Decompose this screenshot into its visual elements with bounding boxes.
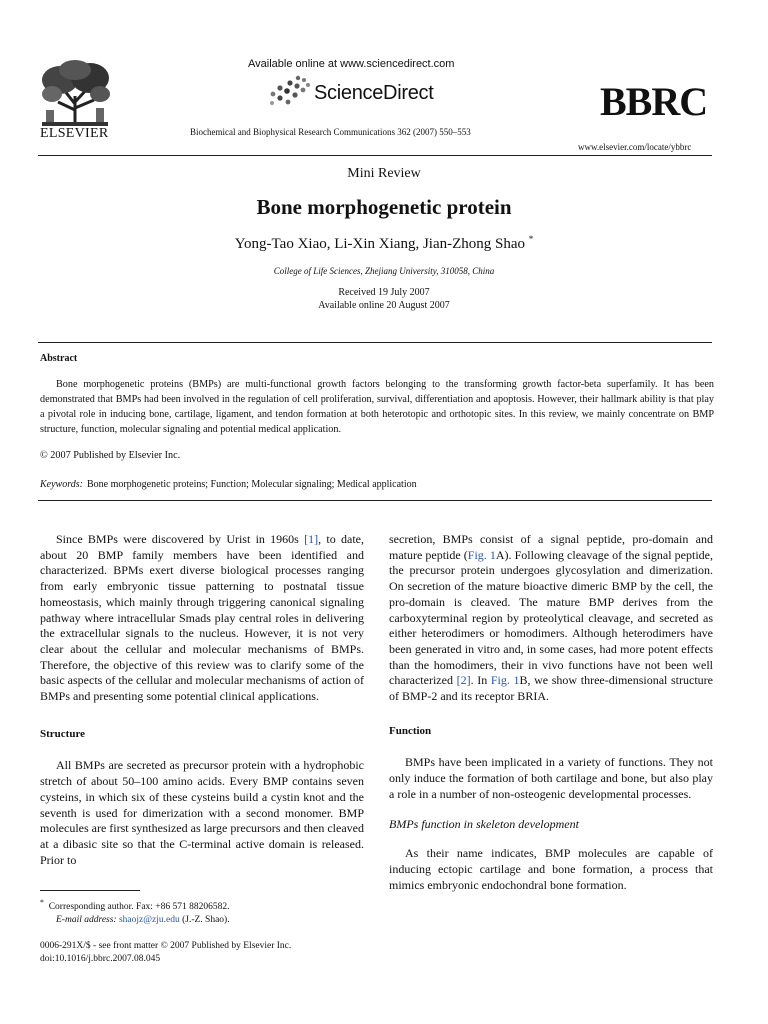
keywords-list: Bone morphogenetic proteins; Function; Molecular signaling; Medical application [86, 479, 417, 490]
reference-link-1[interactable]: [1] [304, 532, 319, 546]
email-suffix: (J.-Z. Shao). [182, 914, 230, 925]
footnote-corresponding [40, 897, 230, 914]
intro-paragraph [40, 532, 364, 705]
footnote-divider [40, 890, 140, 891]
skeleton-paragraph: As their name indicates, BMP molecules are capable of inducing ectopic cartilage and bone formation, a process that mimics embryonic endochondral bone formation. [389, 846, 713, 892]
reference-link-2[interactable]: [2] [456, 673, 471, 688]
left-column [40, 532, 364, 868]
journal-url[interactable]: www.elsevier.com/locate/ybbrc [578, 142, 692, 152]
figure-link-1b[interactable]: Fig. 1 [490, 673, 520, 688]
footnote-email-line [40, 914, 230, 927]
header-divider [38, 155, 712, 156]
abstract-paragraph: Bone morphogenetic proteins (BMPs) are multi-functional growth factors belonging to the transforming growth factor-beta superfamily. It has been demonstrated that BMPs had been involved in the regulation of cell proliferation, survival, differentiation and apoptosis. However, their hallmark ability is that play a pivotal role in inducing bone, cartilage, ligament, and tendon formation at both heterotopic and orthotopic sites. In this review, we mainly concentrate on BMP structure, function, molecular signaling and potential medical application. [40, 379, 714, 435]
abstract-heading: Abstract [40, 353, 78, 364]
available-online-text[interactable]: Available online at www.sciencedirect.com [248, 58, 455, 70]
sciencedirect-dots-logo [268, 74, 312, 108]
page-footer [40, 940, 291, 965]
sciencedirect-wordmark: ScienceDirect [314, 82, 434, 104]
journal-citation: Biochemical and Biophysical Research Communications 362 (2007) 550–553 [190, 127, 471, 137]
corresponding-author-mark[interactable]: * [528, 234, 534, 244]
affiliation: College of Life Sciences, Zhejiang University, 310058, China [273, 266, 495, 276]
doi-line[interactable]: doi:10.1016/j.bbrc.2007.08.045 [40, 953, 161, 964]
keywords [40, 479, 417, 490]
abstract-top-divider [38, 342, 712, 343]
right-text-b: A). Following cleavage of the signal peptide, the precursor protein undergoes glycosylation and dimerization. On secretion of the mature bioactive dimeric BMP by the cell, the pro-domain is cleaved. The mature BMP derives from the carboxyterminal region by proteolytical cleavage, and secreted as either heterodimers or homodimers. Although heterodimers have been generated in vitro and, in some cases, had more potent effects than the homodimers, their in vivo functions have not been well characterized [389, 547, 713, 688]
structure-continued-paragraph [389, 532, 713, 705]
abstract-text [40, 377, 714, 437]
email-link[interactable]: shaojz@zju.edu [118, 914, 180, 925]
right-text-c: . In [470, 673, 491, 688]
footnote [40, 897, 230, 926]
right-column [389, 532, 713, 893]
received-date: Received 19 July 2007 [338, 287, 430, 298]
keywords-label: Keywords: [40, 479, 83, 490]
figure-link-1a[interactable]: Fig. 1 [467, 547, 496, 562]
email-label: E-mail address: [56, 914, 117, 925]
section-heading-function: Function [389, 724, 432, 737]
issn-line: 0006-291X/$ - see front matter © 2007 Published by Elsevier Inc. [40, 941, 292, 951]
article-type: Mini Review [347, 166, 421, 181]
elsevier-tree-logo [38, 60, 112, 128]
author-names: Yong-Tao Xiao, Li-Xin Xiang, Jian-Zhong Shao [234, 236, 526, 252]
footnote-fax: Corresponding author. Fax: +86 571 88206582. [48, 902, 230, 913]
intro-text-a: Since BMPs were discovered by Urist in 1960s [56, 532, 305, 546]
article-title: Bone morphogenetic protein [256, 195, 512, 219]
subsection-heading-skeleton: BMPs function in skeleton development [389, 816, 579, 831]
function-paragraph: BMPs have been implicated in a variety of functions. They not only induce the formation of both cartilage and bone, but also play a role in a number of non-osteogenic developmental processes. [389, 755, 713, 801]
online-date: Available online 20 August 2007 [318, 300, 450, 311]
footnote-mark: * [40, 898, 44, 907]
abstract-copyright: © 2007 Published by Elsevier Inc. [40, 450, 181, 461]
intro-text-b: , to date, about 20 BMP family members have been identified and characterized. BPMs exert diverse biological processes ranging from early embryonic tissue patterning to postnatal tissue homeostasis, which mainly through triggering canonical signaling pathway where intracellular Smads play central roles in delivering the extracellular signals to the nucleus. However, it is not very clear about the cellular and molecular mechanisms of BMPs. Therefore, the objective of this review was to clarify some of the basic aspects of the cellular and molecular mechanisms of action of BMPs and presenting some potential clinical applications. [40, 532, 364, 704]
right-text-d: B, we show three-dimensional structure of BMP-2 and its receptor BRIA. [389, 673, 713, 704]
author-list [0, 234, 768, 253]
right-text-a: secretion, BMPs consist of a signal peptide, pro-domain and mature peptide ( [389, 532, 713, 562]
journal-logo: BBRC [600, 79, 708, 124]
structure-paragraph: All BMPs are secreted as precursor protein with a hydrophobic stretch of about 50–100 amino acids. Every BMP contains seven cysteins, in which six of these cysteins build a cystin knot and the seventh is used for dimerization with a second monomer. BMP molecules are first synthesized as large precursors and then cleaved at a dibasic site so that the C-terminal active domain is released. Prior to [40, 758, 364, 867]
abstract-bottom-divider [38, 500, 712, 501]
section-heading-structure: Structure [40, 727, 86, 740]
publisher-name: ELSEVIER [40, 126, 109, 141]
